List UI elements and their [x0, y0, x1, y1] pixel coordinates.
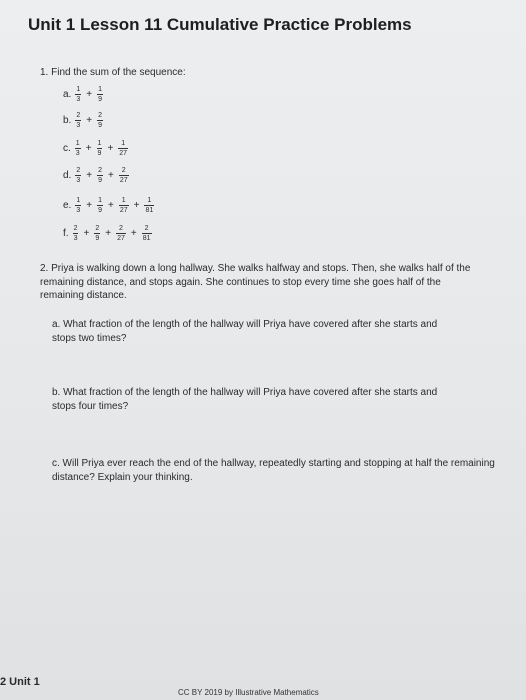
fraction [118, 140, 128, 157]
plus-sign: + [86, 200, 93, 211]
fraction [75, 86, 81, 103]
fraction-bar [97, 94, 103, 95]
plus-sign: + [86, 170, 93, 181]
fraction [97, 167, 103, 184]
sequence-item-d [63, 167, 130, 184]
plus-sign: + [130, 228, 137, 239]
question-1-prompt: 1. Find the sum of the sequence: [40, 67, 186, 78]
fraction [94, 225, 100, 242]
fraction-numerator: 1 [76, 197, 81, 204]
plus-sign: + [85, 143, 92, 154]
fraction-bar [75, 94, 81, 95]
plus-sign: + [86, 89, 93, 100]
fraction [75, 140, 81, 157]
fraction [97, 197, 103, 214]
fraction-denominator: 3 [76, 96, 81, 103]
fraction-denominator: 81 [145, 207, 154, 214]
fraction-denominator: 9 [98, 207, 102, 214]
fraction-numerator: 1 [75, 140, 80, 147]
plus-sign: + [86, 115, 93, 126]
question-2-prompt: 2. Priya is walking down a long hallway. She walks halfway and stops. Then, she walks half of the remaining distance, and stops again. She continues to stop every time she goes half of the remaining distance. [40, 263, 471, 301]
fraction-denominator: 3 [73, 235, 78, 242]
fraction [97, 112, 103, 129]
fraction-bar [75, 148, 81, 149]
plus-sign: + [107, 143, 114, 154]
question-2a: a. What fraction of the length of the hallway will Priya have covered after she starts and stops two times? [52, 319, 438, 344]
fraction-bar [116, 233, 126, 234]
plus-sign: + [105, 228, 112, 239]
fraction-bar [119, 205, 129, 206]
fraction-numerator: 1 [121, 197, 126, 204]
fraction-bar [75, 175, 81, 176]
fraction [73, 225, 79, 242]
fraction-denominator: 27 [119, 177, 128, 184]
plus-sign: + [133, 200, 140, 211]
fraction-numerator: 2 [119, 225, 123, 232]
fraction-bar [75, 120, 81, 121]
sequence-label: f. [63, 228, 69, 239]
fraction-bar [118, 148, 128, 149]
sequence-label: d. [63, 170, 72, 181]
plus-sign: + [83, 228, 90, 239]
plus-sign: + [108, 200, 114, 211]
question-2b: b. What fraction of the length of the hallway will Priya have covered after she starts and stops four times? [52, 387, 438, 412]
question-2c: c. Will Priya ever reach the end of the hallway, repeatedly starting and stopping at half the remaining distance? Explain your thinking. [52, 458, 495, 483]
fraction-numerator: 2 [98, 112, 102, 119]
footer-unit-label: 2 Unit 1 [0, 676, 40, 688]
sequence-label: b. [63, 115, 72, 126]
fraction-numerator: 2 [144, 225, 149, 232]
fraction-denominator: 9 [98, 96, 102, 103]
fraction-numerator: 1 [98, 86, 102, 93]
sequence-item-c [63, 140, 129, 157]
fraction-denominator: 3 [76, 122, 81, 129]
fraction-numerator: 2 [76, 167, 81, 174]
fraction-denominator: 3 [75, 150, 80, 157]
fraction-bar [97, 120, 103, 121]
page-title: Unit 1 Lesson 11 Cumulative Practice Problems [28, 15, 412, 34]
fraction-numerator: 2 [73, 225, 78, 232]
fraction [97, 86, 103, 103]
fraction-numerator: 1 [97, 140, 102, 147]
fraction-bar [119, 175, 129, 176]
footer-credit: CC BY 2019 by Illustrative Mathematics [178, 688, 319, 697]
fraction [75, 112, 81, 129]
fraction-numerator: 2 [95, 225, 100, 232]
fraction-denominator: 27 [119, 207, 128, 214]
fraction [144, 197, 154, 214]
sequence-item-e [63, 197, 155, 214]
sequence-label: a. [63, 89, 72, 100]
fraction-denominator: 9 [97, 150, 102, 157]
fraction-bar [75, 205, 81, 206]
fraction-denominator: 9 [98, 177, 102, 184]
fraction-numerator: 2 [76, 112, 81, 119]
fraction-numerator: 1 [121, 140, 126, 147]
fraction [119, 167, 129, 184]
fraction-denominator: 3 [76, 177, 81, 184]
sequence-item-a [63, 86, 104, 103]
fraction-bar [94, 233, 100, 234]
fraction-bar [73, 233, 79, 234]
fraction-denominator: 3 [76, 207, 81, 214]
fraction [142, 225, 152, 242]
fraction-numerator: 2 [98, 167, 102, 174]
fraction-denominator: 27 [117, 235, 125, 242]
fraction-denominator: 81 [142, 235, 151, 242]
fraction-bar [97, 175, 103, 176]
sequence-item-b [63, 112, 104, 129]
fraction-denominator: 9 [95, 235, 100, 242]
sequence-label: c. [63, 143, 71, 154]
fraction-bar [97, 205, 103, 206]
sequence-item-f [63, 225, 153, 242]
fraction-denominator: 9 [98, 122, 102, 129]
fraction-numerator: 1 [98, 197, 102, 204]
fraction-numerator: 1 [147, 197, 152, 204]
sequence-label: e. [63, 200, 72, 211]
fraction [97, 140, 103, 157]
fraction-numerator: 1 [76, 86, 81, 93]
fraction [119, 197, 129, 214]
fraction [116, 225, 126, 242]
fraction-bar [142, 233, 152, 234]
fraction-denominator: 27 [119, 150, 128, 157]
fraction-numerator: 2 [121, 167, 126, 174]
fraction [75, 167, 81, 184]
fraction [75, 197, 81, 214]
fraction-bar [144, 205, 154, 206]
fraction-bar [97, 148, 103, 149]
plus-sign: + [108, 170, 114, 181]
